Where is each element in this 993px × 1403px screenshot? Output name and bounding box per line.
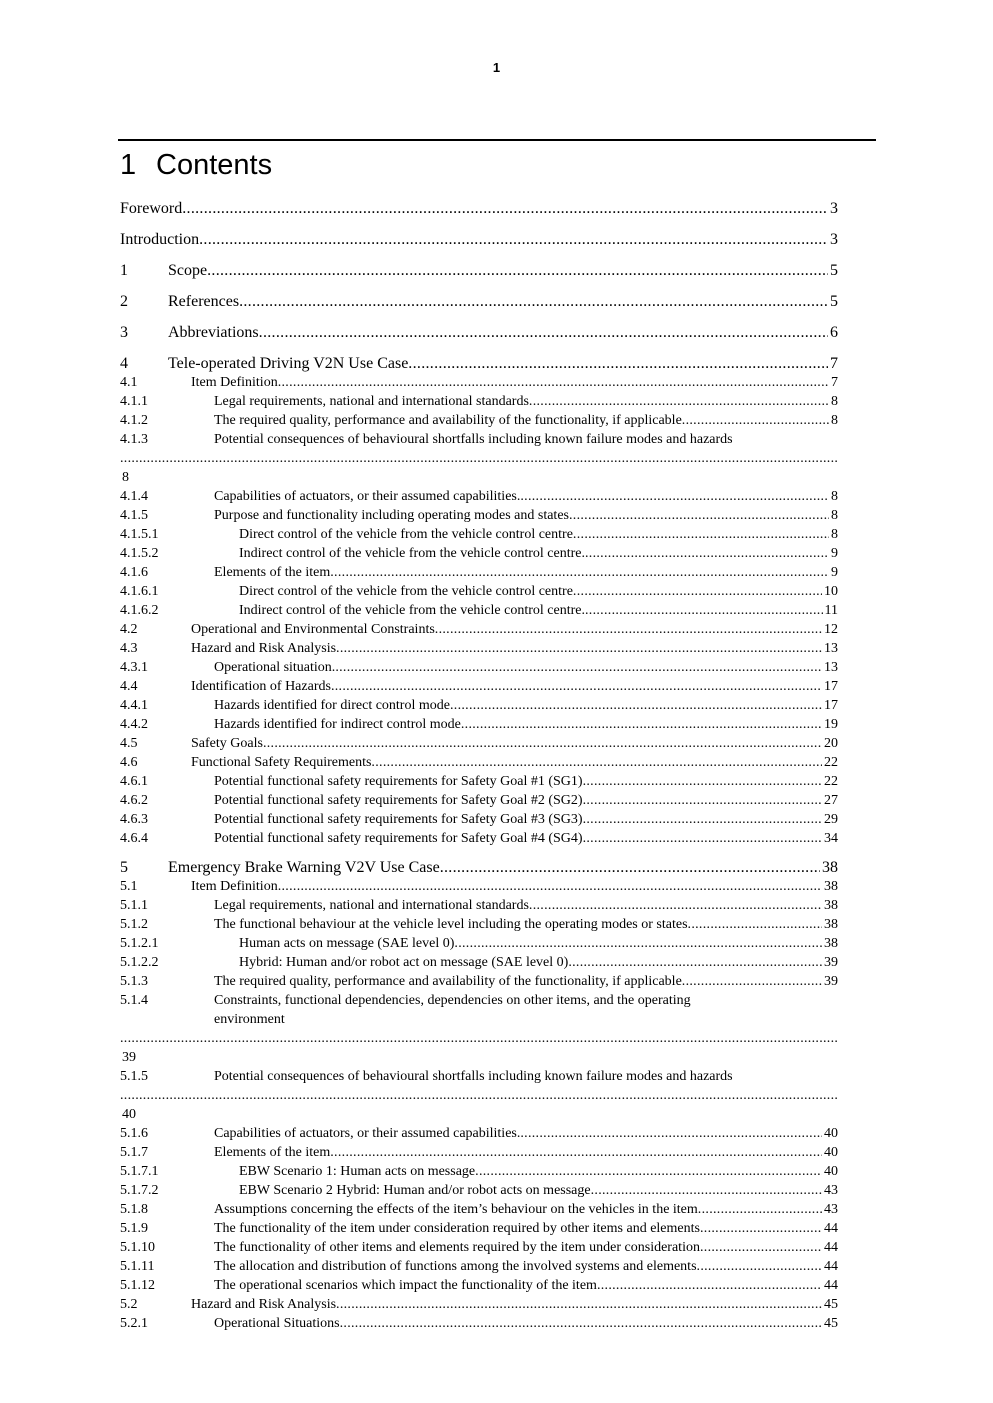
toc-leader — [199, 230, 828, 249]
toc-page: 44 — [824, 1221, 838, 1236]
toc-leader — [529, 392, 829, 411]
toc-title: Indirect control of the vehicle from the vehicle control centre. — [239, 546, 585, 561]
toc-entry[interactable] — [120, 715, 838, 734]
toc-entry[interactable] — [120, 734, 838, 753]
toc-number: 5.1.5 — [120, 1069, 148, 1084]
toc-leader — [331, 677, 822, 696]
toc-title: The required quality, performance and availability of the functionality, if applicable — [214, 974, 682, 989]
toc-number: 5.1.8 — [120, 1202, 148, 1217]
toc-page: 40 — [122, 1107, 136, 1122]
toc-number: 4.4.2 — [120, 717, 148, 732]
toc-title: Capabilities of actuators, or their assumed capabilities. — [214, 1126, 521, 1141]
toc-number: 4.6.2 — [120, 793, 148, 808]
toc-page: 19 — [824, 717, 838, 732]
toc-number: 5.1.7 — [120, 1145, 148, 1160]
toc-page: 45 — [824, 1297, 838, 1312]
toc-title: Potential functional safety requirements for Safety Goal #2 (SG2) — [214, 793, 583, 808]
toc-leader — [520, 1124, 822, 1143]
toc-title: Operational Situations — [214, 1316, 340, 1331]
toc-entry[interactable] — [120, 373, 838, 392]
toc-title: Purpose and functionality including operating modes and states — [214, 508, 569, 523]
toc-number: 5.2.1 — [120, 1316, 148, 1331]
toc-leader — [336, 1295, 822, 1314]
toc-entry[interactable] — [120, 696, 838, 715]
toc-title: Assumptions concerning the effects of the item’s behaviour on the vehicles in the item — [214, 1202, 698, 1217]
toc-page: 38 — [824, 917, 838, 932]
toc-title: Tele-operated Driving V2N Use Case — [168, 355, 409, 372]
toc-number: 4.1.6.1 — [120, 584, 159, 599]
toc-leader — [591, 1181, 822, 1200]
toc-entry[interactable] — [120, 193, 838, 224]
toc-leader — [585, 544, 829, 563]
toc-entry[interactable] — [120, 877, 838, 896]
toc-entry[interactable] — [120, 972, 838, 991]
toc-title: Introduction — [120, 231, 200, 248]
toc-leader — [573, 582, 822, 601]
toc-page: 8 — [831, 508, 838, 523]
toc-page: 38 — [824, 879, 838, 894]
toc-number: 5.1.12 — [120, 1278, 155, 1293]
toc-title: Direct control of the vehicle from the vehicle control centre — [239, 584, 573, 599]
toc-page: 6 — [830, 324, 838, 341]
toc-number: 4.1 — [120, 375, 138, 390]
toc-title: Abbreviations — [168, 324, 259, 341]
toc-number: 5.1.3 — [120, 974, 148, 989]
toc-title: Operational situation. — [214, 660, 336, 675]
toc-title: EBW Scenario 2 Hybrid: Human and/or robot acts on message — [239, 1183, 591, 1198]
toc-page: 8 — [831, 527, 838, 542]
toc-page: 39 — [824, 955, 838, 970]
toc-title: Elements of the item — [214, 565, 331, 580]
toc-page: 45 — [824, 1316, 838, 1331]
toc-entry[interactable] — [120, 317, 838, 348]
toc-number: 5.1.2 — [120, 917, 148, 932]
toc-page: 40 — [824, 1145, 838, 1160]
toc-number: 4.1.5 — [120, 508, 148, 523]
toc-entry[interactable] — [120, 810, 838, 829]
toc-title: Direct control of the vehicle from the vehicle control centre — [239, 527, 573, 542]
toc-title: The functionality of the item under consideration required by other items and elements — [214, 1221, 700, 1236]
toc-title: Hazards identified for direct control mode — [214, 698, 450, 713]
toc-page: 34 — [824, 831, 838, 846]
toc-page: 8 — [122, 470, 129, 485]
toc-number: 4.4 — [120, 679, 138, 694]
toc-entry[interactable] — [120, 224, 838, 255]
toc-entry[interactable] — [120, 1067, 838, 1124]
toc-leader — [440, 858, 820, 877]
toc-title: Indirect control of the vehicle from the vehicle control centre. — [239, 603, 585, 618]
toc-number: 4.6 — [120, 755, 138, 770]
toc-number: 1 — [120, 262, 128, 279]
toc-title: Hazard and Risk Analysis — [191, 1297, 337, 1312]
toc-title: Human acts on message (SAE level 0) — [239, 936, 455, 951]
toc-entry[interactable] — [120, 991, 838, 1067]
toc-entry[interactable] — [120, 487, 838, 506]
toc-title: Safety Goals — [191, 736, 263, 751]
toc-entry[interactable] — [120, 1200, 838, 1219]
toc-entry[interactable] — [120, 506, 838, 525]
toc-page: 8 — [831, 489, 838, 504]
toc-page: 38 — [822, 859, 838, 876]
table-of-contents — [120, 193, 838, 1333]
toc-number: 4.3 — [120, 641, 138, 656]
toc-number: 4.1.1 — [120, 394, 148, 409]
toc-entry[interactable] — [120, 639, 838, 658]
toc-leader — [529, 896, 822, 915]
toc-leader — [682, 972, 822, 991]
toc-page: 9 — [831, 565, 838, 580]
toc-page: 27 — [824, 793, 838, 808]
toc-number: 5.1.9 — [120, 1221, 148, 1236]
toc-entry[interactable] — [120, 1162, 838, 1181]
toc-entry[interactable] — [120, 255, 838, 286]
toc-leader — [573, 525, 829, 544]
toc-page: 5 — [830, 293, 838, 310]
toc-entry[interactable] — [120, 392, 838, 411]
toc-entry[interactable] — [120, 934, 838, 953]
toc-title: Potential functional safety requirements for Safety Goal #3 (SG3) — [214, 812, 583, 827]
toc-leader — [583, 829, 822, 848]
toc-leader — [120, 1086, 838, 1105]
toc-number: 4.1.2 — [120, 413, 148, 428]
toc-entry[interactable] — [120, 1238, 838, 1257]
toc-number: 5.1.1 — [120, 898, 148, 913]
toc-number: 4.1.3 — [120, 432, 148, 447]
toc-leader — [700, 1219, 822, 1238]
toc-number: 5.1.7.1 — [120, 1164, 159, 1179]
toc-leader — [330, 563, 829, 582]
toc-leader — [278, 373, 829, 392]
toc-number: 4.2 — [120, 622, 138, 637]
toc-page: 11 — [824, 603, 838, 618]
toc-leader — [120, 1029, 838, 1048]
toc-leader — [182, 199, 828, 218]
toc-title: Functional Safety Requirements — [191, 755, 372, 770]
toc-page: 13 — [824, 641, 838, 656]
toc-number: 5.1.6 — [120, 1126, 148, 1141]
toc-number: 5.1.2.1 — [120, 936, 159, 951]
toc-entry[interactable] — [120, 601, 838, 620]
toc-leader — [583, 772, 822, 791]
toc-leader — [688, 915, 822, 934]
toc-title: The functionality of other items and elements required by the item under consideration — [214, 1240, 700, 1255]
toc-leader — [583, 810, 822, 829]
toc-leader — [336, 639, 822, 658]
toc-leader — [207, 261, 828, 280]
toc-leader — [475, 1162, 822, 1181]
toc-leader — [408, 354, 828, 373]
toc-leader — [450, 696, 822, 715]
toc-entry[interactable] — [120, 848, 838, 877]
toc-leader — [597, 1276, 822, 1295]
toc-page: 9 — [831, 546, 838, 561]
toc-page: 8 — [831, 394, 838, 409]
toc-entry[interactable] — [120, 772, 838, 791]
toc-page: 22 — [824, 774, 838, 789]
toc-entry[interactable] — [120, 1257, 838, 1276]
toc-page: 3 — [830, 231, 838, 248]
toc-number: 4.5 — [120, 736, 138, 751]
toc-page: 43 — [824, 1202, 838, 1217]
toc-entry[interactable] — [120, 1295, 838, 1314]
toc-number: 4.1.5.2 — [120, 546, 159, 561]
toc-title: The required quality, performance and availability of the functionality, if applicable — [214, 413, 682, 428]
toc-page: 38 — [824, 936, 838, 951]
toc-title: Hybrid: Human and/or robot act on message (SAE level 0) — [239, 955, 569, 970]
toc-leader — [454, 934, 822, 953]
toc-number: 5.1 — [120, 879, 138, 894]
toc-page: 29 — [824, 812, 838, 827]
toc-title: References — [168, 293, 240, 310]
toc-page: 43 — [824, 1183, 838, 1198]
toc-title: EBW Scenario 1: Human acts on message — [239, 1164, 476, 1179]
toc-title-continued: environment — [214, 1012, 285, 1027]
toc-number: 4.1.4 — [120, 489, 148, 504]
toc-title: The operational scenarios which impact the functionality of the item — [214, 1278, 597, 1293]
toc-page: 39 — [824, 974, 838, 989]
toc-leader — [435, 620, 822, 639]
toc-leader — [239, 292, 828, 311]
toc-number: 5.1.10 — [120, 1240, 155, 1255]
toc-page: 22 — [824, 755, 838, 770]
toc-number: 2 — [120, 293, 128, 310]
toc-number: 4.1.6 — [120, 565, 148, 580]
toc-page: 7 — [830, 355, 838, 372]
toc-page: 20 — [824, 736, 838, 751]
toc-title: Potential functional safety requirements for Safety Goal #4 (SG4) — [214, 831, 583, 846]
toc-page: 13 — [824, 660, 838, 675]
toc-title: Scope — [168, 262, 208, 279]
toc-number: 5.1.11 — [120, 1259, 155, 1274]
toc-page: 10 — [824, 584, 838, 599]
toc-entry[interactable] — [120, 753, 838, 772]
toc-title: The functional behaviour at the vehicle level including the operating modes or states — [214, 917, 688, 932]
toc-leader — [569, 506, 829, 525]
toc-leader — [330, 1143, 822, 1162]
toc-entry[interactable] — [120, 525, 838, 544]
toc-page: 39 — [122, 1050, 136, 1065]
toc-page: 38 — [824, 898, 838, 913]
toc-leader — [278, 877, 822, 896]
toc-leader — [697, 1257, 822, 1276]
toc-title: Constraints, functional dependencies, dependencies on other items, and the operating — [214, 993, 691, 1008]
toc-page: 44 — [824, 1278, 838, 1293]
toc-number: 4.6.4 — [120, 831, 148, 846]
page-title — [120, 146, 272, 184]
toc-entry[interactable] — [120, 286, 838, 317]
page-number: 1 — [492, 60, 501, 75]
toc-title: Legal requirements, national and international standards — [214, 898, 529, 913]
toc-entry[interactable] — [120, 563, 838, 582]
toc-page: 44 — [824, 1240, 838, 1255]
toc-entry[interactable] — [120, 953, 838, 972]
toc-page: 8 — [831, 413, 838, 428]
toc-entry[interactable] — [120, 544, 838, 563]
toc-page: 3 — [830, 200, 838, 217]
toc-entry[interactable] — [120, 620, 838, 639]
toc-title: The allocation and distribution of functions among the involved systems and elements — [214, 1259, 697, 1274]
toc-leader — [700, 1238, 822, 1257]
toc-entry[interactable] — [120, 411, 838, 430]
toc-entry[interactable] — [120, 1314, 838, 1333]
toc-title: Identification of Hazards — [191, 679, 331, 694]
toc-entry[interactable] — [120, 582, 838, 601]
toc-number: 5.2 — [120, 1297, 138, 1312]
toc-leader — [583, 791, 822, 810]
toc-entry[interactable] — [120, 1219, 838, 1238]
toc-title: Foreword — [120, 200, 183, 217]
toc-entry[interactable] — [120, 1276, 838, 1295]
toc-title: Hazard and Risk Analysis — [191, 641, 337, 656]
heading-title: Contents — [156, 149, 273, 181]
toc-number: 4 — [120, 355, 128, 372]
toc-entry[interactable] — [120, 430, 838, 487]
toc-number: 3 — [120, 324, 128, 341]
toc-leader — [520, 487, 829, 506]
toc-title: Elements of the item — [214, 1145, 331, 1160]
toc-page: 17 — [824, 679, 838, 694]
toc-page: 12 — [824, 622, 838, 637]
toc-page: 40 — [824, 1164, 838, 1179]
toc-number: 4.6.3 — [120, 812, 148, 827]
toc-entry[interactable] — [120, 1124, 838, 1143]
toc-number: 4.3.1 — [120, 660, 148, 675]
toc-leader — [568, 953, 822, 972]
toc-entry[interactable] — [120, 348, 838, 373]
toc-leader — [120, 449, 838, 468]
toc-entry[interactable] — [120, 791, 838, 810]
toc-leader — [461, 715, 822, 734]
toc-leader — [585, 601, 823, 620]
toc-leader — [259, 323, 828, 342]
toc-leader — [371, 753, 822, 772]
toc-number: 5.1.7.2 — [120, 1183, 159, 1198]
toc-page: 44 — [824, 1259, 838, 1274]
toc-page: 17 — [824, 698, 838, 713]
toc-leader — [340, 1314, 822, 1333]
toc-title: Hazards identified for indirect control mode — [214, 717, 461, 732]
toc-number: 5.1.2.2 — [120, 955, 159, 970]
heading-number: 1 — [120, 149, 137, 181]
toc-leader — [682, 411, 829, 430]
toc-page: 7 — [831, 375, 838, 390]
toc-entry[interactable] — [120, 915, 838, 934]
toc-page: 5 — [830, 262, 838, 279]
toc-leader — [263, 734, 822, 753]
toc-entry[interactable] — [120, 658, 838, 677]
toc-title: Emergency Brake Warning V2V Use Case — [168, 859, 440, 876]
toc-number: 4.4.1 — [120, 698, 148, 713]
toc-entry[interactable] — [120, 1143, 838, 1162]
toc-title: Legal requirements, national and international standards — [214, 394, 529, 409]
toc-number: 5.1.4 — [120, 993, 148, 1008]
toc-entry[interactable] — [120, 829, 838, 848]
heading-rule — [118, 139, 876, 141]
toc-title: Item Definition — [191, 375, 278, 390]
toc-number: 5 — [120, 859, 128, 876]
toc-number: 4.1.5.1 — [120, 527, 159, 542]
toc-entry[interactable] — [120, 677, 838, 696]
toc-title: Capabilities of actuators, or their assumed capabilities. — [214, 489, 521, 504]
toc-title: Potential consequences of behavioural shortfalls including known failure modes and hazards — [214, 432, 733, 447]
toc-title: Item Definition — [191, 879, 278, 894]
toc-entry[interactable] — [120, 1181, 838, 1200]
toc-leader — [335, 658, 822, 677]
toc-page: 40 — [824, 1126, 838, 1141]
toc-number: 4.1.6.2 — [120, 603, 159, 618]
toc-number: 4.6.1 — [120, 774, 148, 789]
toc-title: Potential consequences of behavioural shortfalls including known failure modes and hazards — [214, 1069, 733, 1084]
toc-leader — [698, 1200, 822, 1219]
toc-title: Operational and Environmental Constraints — [191, 622, 435, 637]
toc-entry[interactable] — [120, 896, 838, 915]
toc-title: Potential functional safety requirements for Safety Goal #1 (SG1) — [214, 774, 583, 789]
